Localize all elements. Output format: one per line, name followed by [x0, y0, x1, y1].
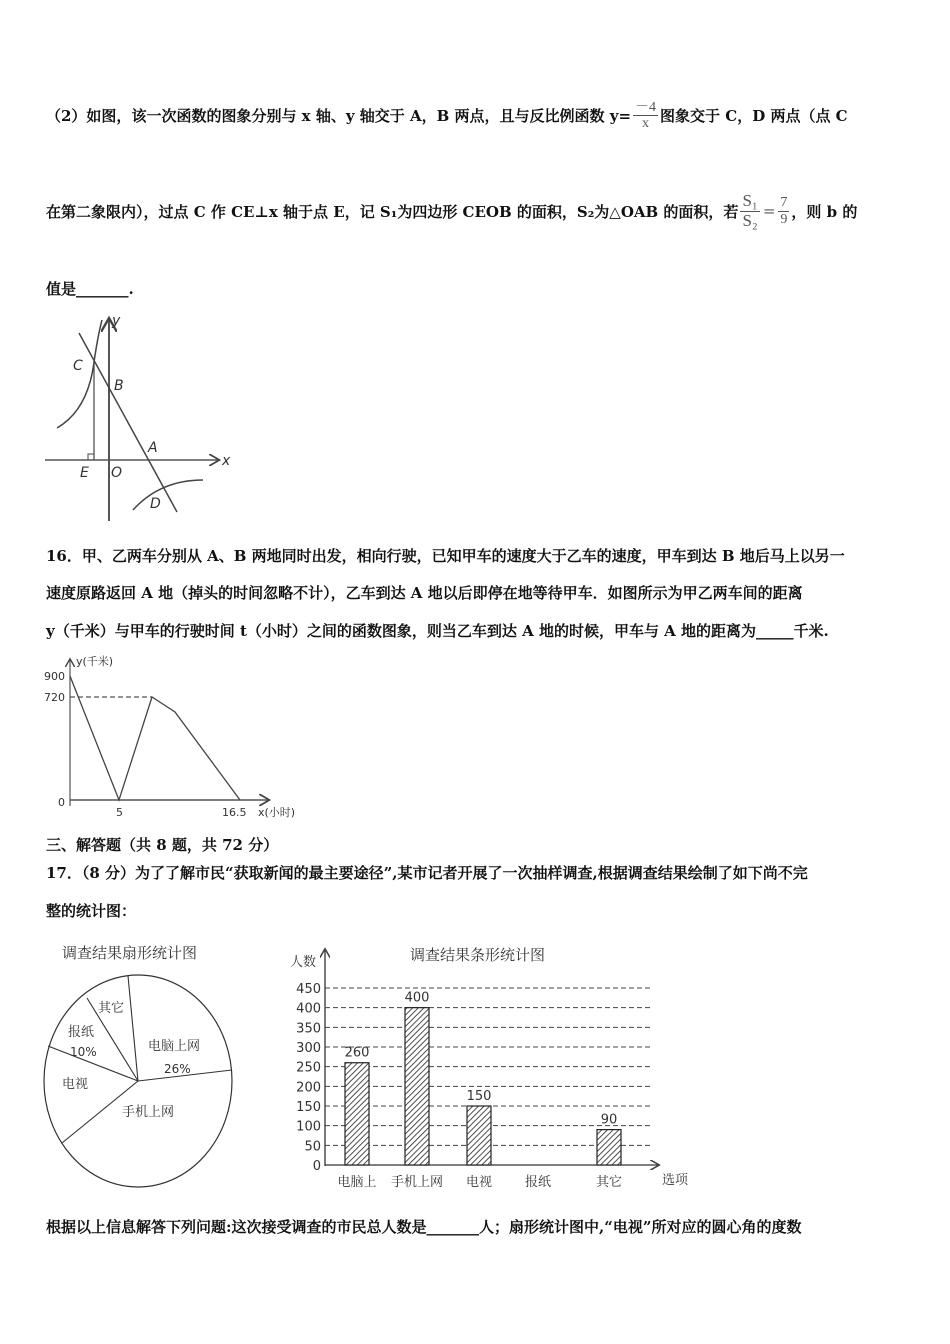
q16-distance-line: [70, 676, 240, 800]
q16-ylabel: y(千米): [76, 655, 114, 668]
label-e: E: [80, 465, 89, 481]
q16-tick-16-5: 16.5: [222, 806, 247, 819]
q16-tick-900: 900: [44, 670, 65, 683]
q17-line3: 根据以上信息解答下列问题:这次接受调查的市民总人数是_______人；扇形统计图中,“电视”所对应的圆心角的度数: [46, 1218, 802, 1236]
right-angle-mark: [88, 454, 94, 460]
fraction-numerator: －4: [635, 100, 657, 115]
bar-value-label: 400: [404, 990, 430, 1006]
ratio-value-numerator: 7: [780, 195, 788, 211]
q15-line2a: 在第二象限内），过点 C 作 CE⊥x 轴于点 E，记 S₁为四边形 CEOB 的面积，S₂为△OAB 的面积，若: [46, 202, 739, 221]
bar-ytick-label: 50: [304, 1139, 321, 1155]
bar-category-label: 报纸: [524, 1175, 552, 1190]
label-b: B: [114, 378, 124, 394]
bar-ytick-label: 450: [296, 982, 321, 997]
section-3-heading: 三、解答题（共 8 题，共 72 分）: [46, 836, 279, 854]
q17-line2: 整的统计图：: [46, 902, 137, 920]
bar-ytick-label: 300: [296, 1041, 321, 1056]
bar-value-label: 150: [466, 1089, 492, 1104]
bar-category-label: 电视: [465, 1175, 493, 1190]
bar-title: 调查结果条形统计图: [410, 946, 546, 964]
hyperbola-left-branch: [57, 320, 102, 428]
bar: [345, 1063, 369, 1165]
q16-xlabel: x(小时): [258, 806, 296, 819]
q16-line2: 速度原路返回 A 地（掉头的时间忽略不计），乙车到达 A 地以后即停在地等待甲车．如图所示为甲乙两车间的距离: [46, 584, 803, 602]
bar-ytick-label: 100: [296, 1119, 321, 1135]
label-d: D: [150, 496, 161, 512]
q17-line1: 17．（8 分）为了了解市民“获取新闻的最主要途径”,某市记者开展了一次抽样调查,根据调查结果绘制了如下尚不完: [46, 864, 808, 882]
bar-chart: [290, 946, 689, 1190]
label-a: A: [148, 440, 158, 456]
bar-ytick-label: 0: [312, 1159, 321, 1174]
pie-label-computer: 电脑上网: [148, 1039, 201, 1054]
bar-xlabel: 选项: [662, 1173, 689, 1188]
q16-tick-720: 720: [44, 691, 65, 704]
label-c: C: [73, 358, 83, 374]
label-y: y: [112, 313, 121, 329]
pie-label-other: 其它: [98, 1001, 125, 1016]
pie-label-mobile: 手机上网: [122, 1105, 175, 1120]
bar-ytick-label: 400: [296, 1001, 321, 1017]
bar-value-label: 90: [600, 1112, 618, 1128]
q16-line3: y（千米）与甲车的行驶时间 t（小时）之间的函数图象，则当乙车到达 A 地的时候，甲车与 A 地的距离为_____千米.: [46, 622, 829, 640]
bar-category-label: 电脑上: [337, 1175, 377, 1190]
bar-ytick-label: 250: [296, 1060, 321, 1076]
ratio-denominator: S₂: [742, 210, 758, 230]
q15-line2b: ，则 b 的: [791, 202, 858, 221]
bar-ytick-label: 350: [296, 1021, 321, 1037]
ratio-numerator: S₁: [742, 191, 758, 210]
bar: [597, 1130, 621, 1165]
ratio-value-denominator: 9: [780, 211, 788, 227]
q15-line1a: （2）如图，该一次函数的图象分别与 x 轴、y 轴交于 A，B 两点，且与反比例函数 y=: [46, 107, 632, 126]
q16-origin: 0: [58, 796, 65, 809]
q15-line1b: 图象交于 C，D 两点（点 C: [660, 107, 848, 126]
bar-category-label: 手机上网: [390, 1175, 444, 1190]
q16-line1: 16．甲、乙两车分别从 A、B 两地同时出发，相向行驶，已知甲车的速度大于乙车的速度，甲车到达 B 地后马上以另一: [46, 547, 845, 565]
pie-pct-computer: 26%: [164, 1062, 191, 1076]
pie-title: 调查结果扇形统计图: [62, 944, 198, 962]
bar-category-label: 其它: [595, 1175, 623, 1190]
label-o: O: [111, 465, 123, 481]
pie-label-newspaper: 报纸: [68, 1025, 95, 1040]
pie-label-tv: 电视: [62, 1077, 89, 1092]
pie-pct-newspaper: 10%: [70, 1045, 97, 1059]
q16-tick-5: 5: [116, 806, 123, 819]
label-x: x: [222, 453, 231, 469]
bar-ylabel: 人数: [290, 955, 317, 970]
bar-ytick-label: 150: [296, 1100, 321, 1115]
q15-line3: 值是_______.: [46, 280, 134, 298]
bar: [405, 1008, 429, 1165]
fraction-denominator: x: [642, 116, 650, 132]
bar-value-label: 260: [344, 1045, 370, 1061]
bar: [467, 1106, 491, 1165]
ratio-equals: =: [762, 202, 776, 221]
bar-ytick-label: 200: [296, 1080, 321, 1096]
